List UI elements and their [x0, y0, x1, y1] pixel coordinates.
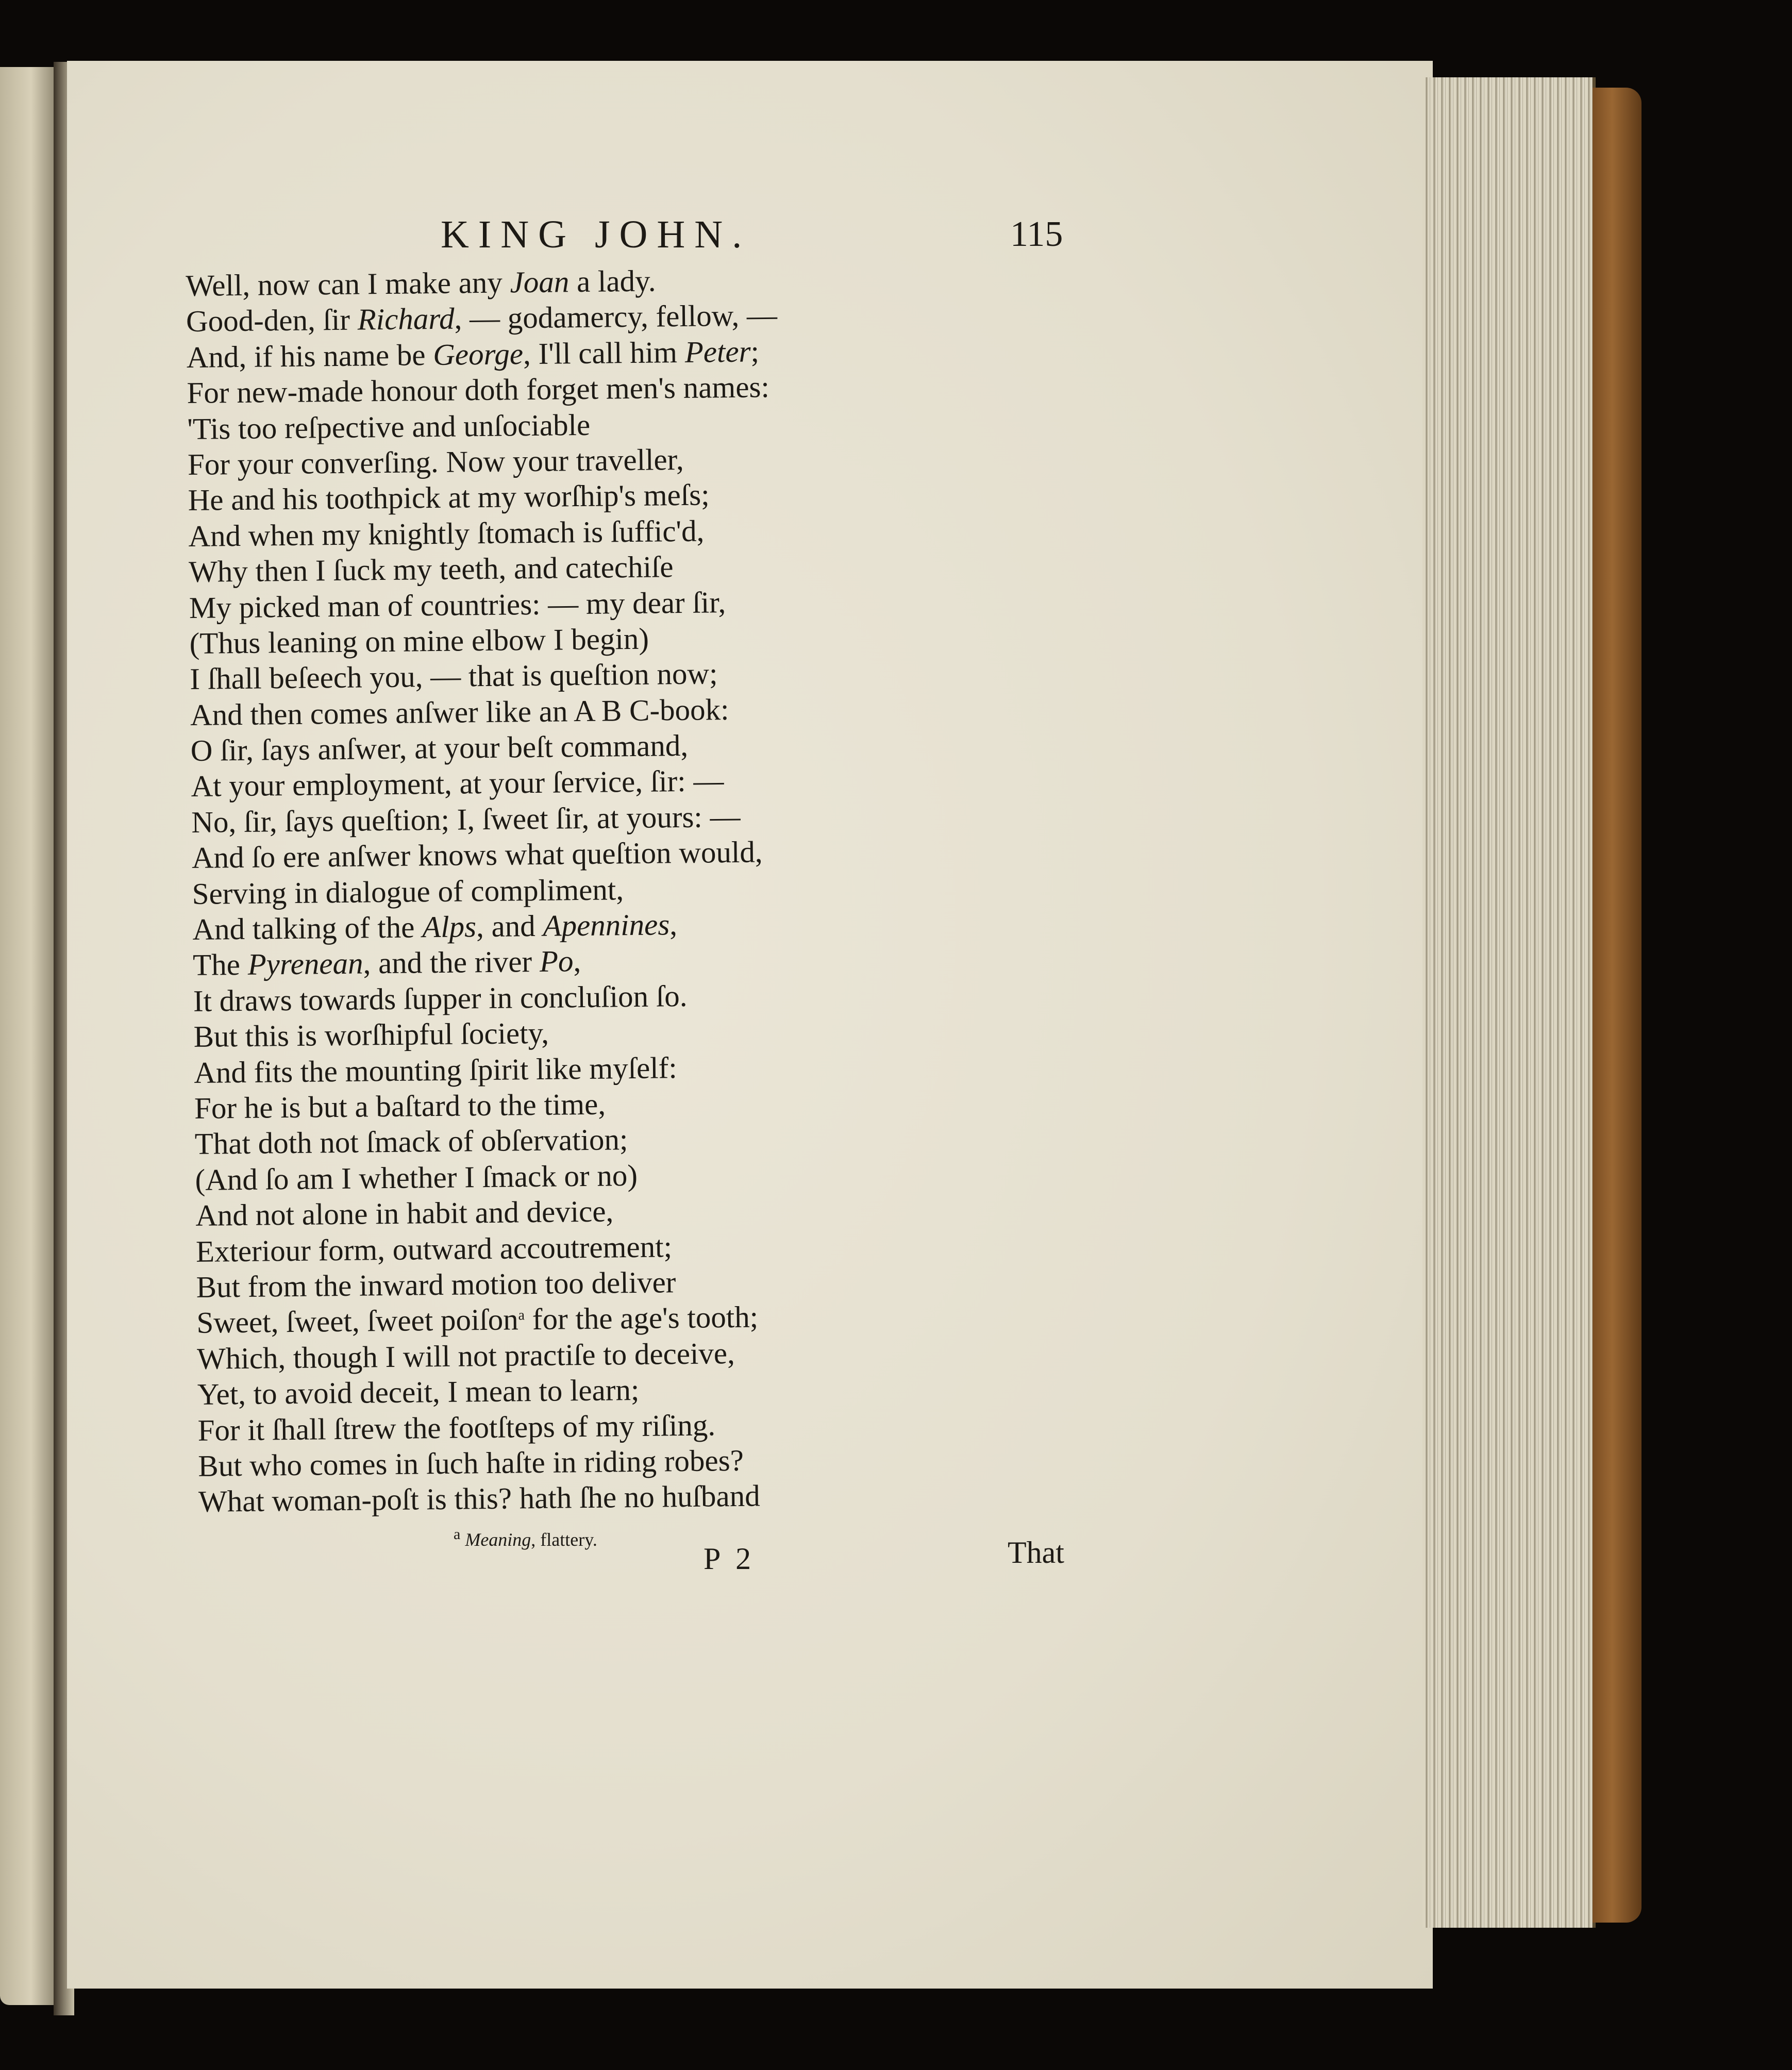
verse-line — [198, 1476, 920, 1520]
verse-text — [186, 260, 920, 1520]
footnote-term: Meaning — [465, 1529, 531, 1550]
verse-text-run: The — [192, 947, 248, 982]
verse-text-run: And ſo ere anſwer knows what queſtion would, — [191, 834, 763, 875]
verse-text-run: That doth not ſmack of obſervation; — [194, 1122, 628, 1161]
verse-text-run: He and his toothpick at my worſhip's meſs; — [188, 477, 710, 518]
verse-text-run: For he is but a baſtard to the time, — [194, 1087, 606, 1125]
verse-text-run: , and — [476, 908, 543, 944]
verse-text-run: for the age's tooth; — [524, 1299, 759, 1337]
page-fore-edge — [1422, 77, 1596, 1928]
verse-text-run: Good-den, ſir — [186, 302, 358, 339]
footnote-marker: a — [454, 1526, 461, 1543]
verse-text-run: For your converſing. Now your traveller, — [187, 442, 684, 481]
verse-text-run: 'Tis too reſpective and unſociable — [187, 407, 591, 446]
verse-text-run: For new-made honour doth forget men's names: — [187, 370, 770, 410]
verse-text-run: But from the inward motion too deliver — [196, 1265, 676, 1304]
signature-mark: P 2 — [704, 1542, 756, 1576]
verse-text-run: , — godamercy, fellow, — — [454, 298, 778, 336]
verse-text-run: And fits the mounting ſpirit like myſelf: — [193, 1050, 677, 1090]
verse-text-run: , — [669, 907, 678, 942]
verse-text-run: Yet, to avoid deceit, I mean to learn; — [197, 1373, 640, 1411]
verse-text-run: And then comes anſwer like an A B C-book: — [190, 692, 729, 732]
verse-text-run: , and the river — [363, 944, 540, 980]
verse-text-run: Serving in dialogue of compliment, — [192, 872, 624, 911]
verse-text-run: But this is worſhipful ſociety, — [193, 1015, 549, 1054]
left-page-edge — [0, 67, 57, 2005]
italic-proper-name: Apennines — [543, 907, 670, 943]
verse-text-run: And, if his name be — [186, 337, 433, 374]
verse-text-run: No, ſir, ſays queſtion; I, ſweet ſir, at yours: — — [191, 799, 741, 839]
verse-text-run: I ſhall beſeech you, — that is queſtion now; — [190, 656, 718, 696]
italic-proper-name: Richard — [357, 301, 455, 337]
verse-text-run: O ſir, ſays anſwer, at your beſt command, — [190, 728, 689, 768]
verse-text-run: Sweet, ſweet, ſweet poiſon — [196, 1302, 519, 1340]
verse-text-run: , — [573, 944, 581, 978]
verse-text-run: At your employment, at your ſervice, ſir: — — [191, 763, 724, 804]
verse-text-run: Exteriour form, outward accoutrement; — [195, 1229, 673, 1268]
verse-text-run: And talking of the — [192, 910, 423, 946]
running-title: KING JOHN. — [441, 213, 751, 256]
verse-text-run: (Thus leaning on mine elbow I begin) — [189, 621, 649, 660]
verse-text-run: My picked man of countries: — my dear ſir, — [189, 585, 726, 625]
catchword: That — [1008, 1535, 1064, 1570]
verse-text-run: a lady. — [568, 263, 656, 299]
verse-text-run: (And ſo am I whether I ſmack or no) — [195, 1158, 638, 1197]
verse-text-run: ; — [750, 334, 760, 369]
verse-text-run: It draws towards ſupper in concluſion ſo. — [193, 978, 688, 1018]
verse-text-run: But who comes in ſuch haſte in riding robes? — [197, 1443, 744, 1483]
italic-proper-name: Alps — [422, 909, 477, 944]
italic-proper-name: George — [432, 336, 524, 372]
verse-text-run: Well, now can I make any — [186, 265, 510, 303]
italic-proper-name: Peter — [684, 334, 751, 369]
italic-proper-name: Pyrenean — [247, 946, 363, 982]
verse-text-run: For it ſhall ſtrew the footſteps of my riſing. — [197, 1407, 716, 1447]
italic-proper-name: Joan — [510, 264, 570, 299]
verse-text-run: Which, though I will not practiſe to deceive, — [196, 1336, 735, 1376]
verse-text-run: What woman-poſt is this? hath ſhe no huſband — [198, 1478, 761, 1519]
footnote-text: , flattery. — [531, 1529, 597, 1550]
verse-text-run: Why then I ſuck my teeth, and catechiſe — [188, 549, 674, 589]
book-cover-edge — [1593, 88, 1642, 1923]
page-number: 115 — [1010, 214, 1063, 254]
verse-text-run: And not alone in habit and device, — [195, 1194, 614, 1233]
italic-proper-name: Po — [539, 944, 574, 979]
verse-text-run: And when my knightly ſtomach is ſuffic'd, — [188, 513, 705, 553]
footnote — [454, 1526, 691, 1557]
verse-text-run: , I'll call him — [523, 335, 685, 371]
footnote-reference: a — [518, 1307, 525, 1324]
